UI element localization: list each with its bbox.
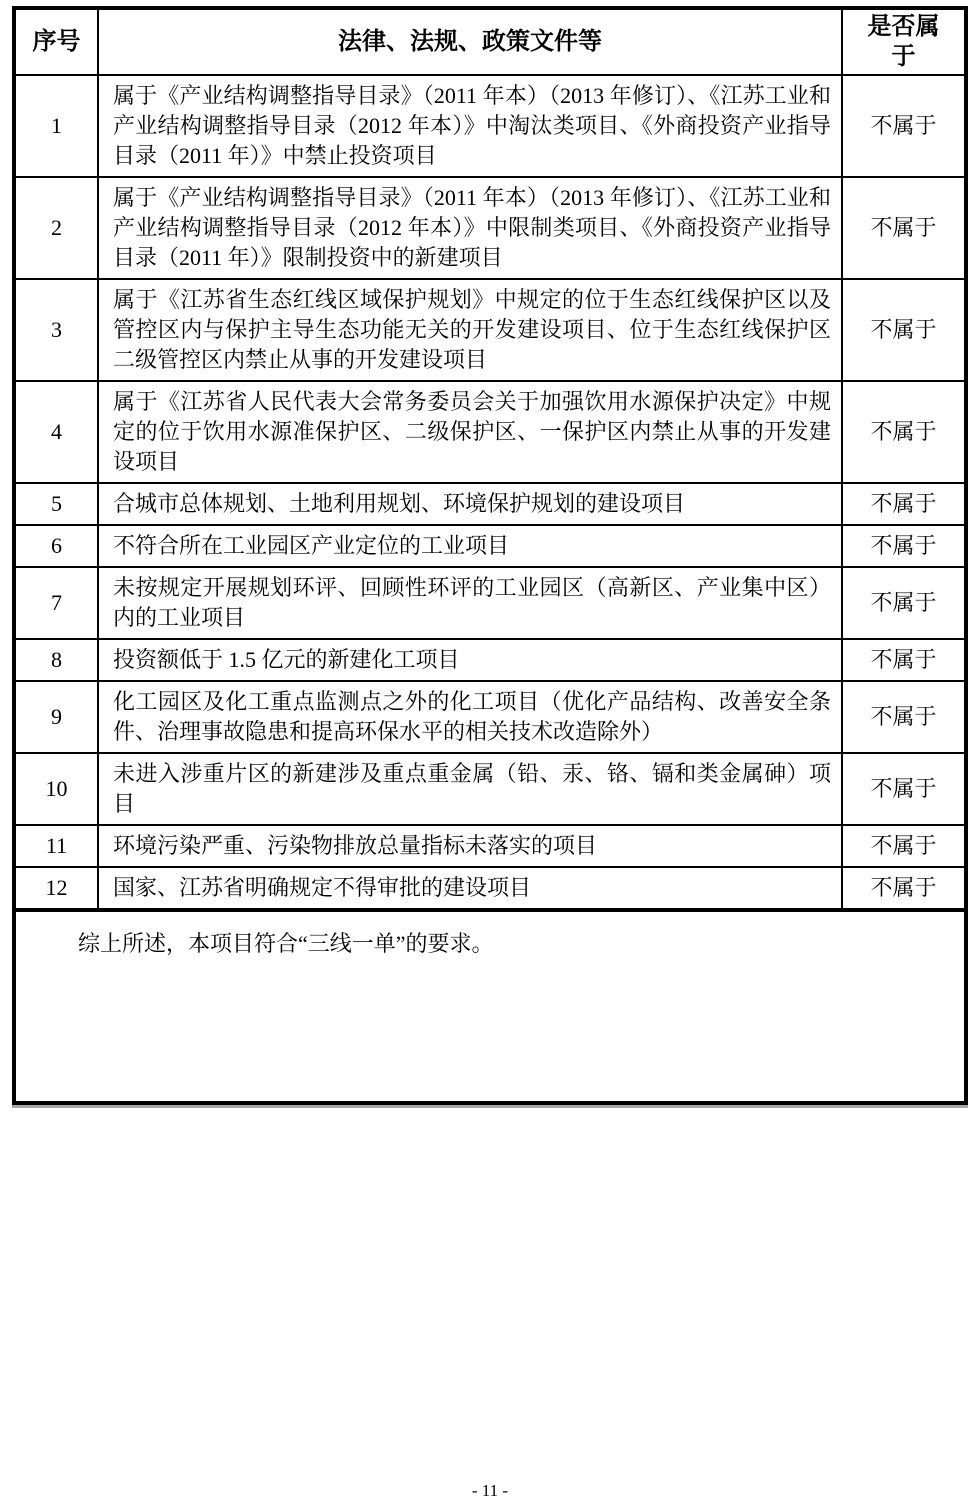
row-serial-number: 8: [16, 639, 98, 681]
row-serial-number: 10: [16, 753, 98, 825]
table-row: [16, 75, 964, 177]
row-belongs-value: 不属于: [842, 867, 964, 910]
table-row: [16, 567, 964, 639]
row-serial-number: 12: [16, 867, 98, 910]
row-law-text: 合城市总体规划、土地利用规划、环境保护规划的建设项目: [98, 483, 842, 525]
row-belongs-value: 不属于: [842, 567, 964, 639]
table-row: [16, 177, 964, 279]
row-belongs-value: 不属于: [842, 177, 964, 279]
compliance-table: [16, 10, 964, 912]
row-belongs-value: 不属于: [842, 525, 964, 567]
summary-paragraph: 综上所述，本项目符合“三线一单”的要求。: [78, 931, 494, 956]
table-row: [16, 483, 964, 525]
row-law-text: 属于《产业结构调整指导目录》（2011 年本）（2013 年修订）、《江苏工业和产业结构调整指导目录（2012 年本）》中淘汰类项目、《外商投资产业指导目录（2011 年）》中禁止投资项目: [98, 75, 842, 177]
table-row: [16, 279, 964, 381]
row-law-text: 化工园区及化工重点监测点之外的化工项目（优化产品结构、改善安全条件、治理事故隐患和提高环保水平的相关技术改造除外）: [98, 681, 842, 753]
row-serial-number: 5: [16, 483, 98, 525]
row-law-text: 国家、江苏省明确规定不得审批的建设项目: [98, 867, 842, 910]
row-serial-number: 1: [16, 75, 98, 177]
row-law-text: 未按规定开展规划环评、回顾性环评的工业园区（高新区、产业集中区）内的工业项目: [98, 567, 842, 639]
table-row: [16, 825, 964, 867]
row-serial-number: 6: [16, 525, 98, 567]
row-belongs-value: 不属于: [842, 825, 964, 867]
row-law-text: 不符合所在工业园区产业定位的工业项目: [98, 525, 842, 567]
row-law-text: 属于《江苏省人民代表大会常务委员会关于加强饮用水源保护决定》中规定的位于饮用水源准保护区、二级保护区、一保护区内禁止从事的开发建设项目: [98, 381, 842, 483]
row-belongs-value: 不属于: [842, 483, 964, 525]
table-row: [16, 681, 964, 753]
header-laws-regulations: 法律、法规、政策文件等: [98, 10, 842, 75]
table-row: [16, 381, 964, 483]
row-law-text: 属于《产业结构调整指导目录》（2011 年本）（2013 年修订）、《江苏工业和产业结构调整指导目录（2012 年本）》中限制类项目、《外商投资产业指导目录（2011 年）》限制投资中的新建项目: [98, 177, 842, 279]
row-serial-number: 2: [16, 177, 98, 279]
table-row: [16, 525, 964, 567]
table-row: [16, 639, 964, 681]
table-body: [16, 75, 964, 910]
page-number: - 11 -: [471, 1481, 509, 1500]
row-belongs-value: 不属于: [842, 753, 964, 825]
header-row: [16, 10, 964, 75]
table-container: [12, 6, 968, 1105]
table-row: [16, 753, 964, 825]
row-belongs-value: 不属于: [842, 639, 964, 681]
row-belongs-value: 不属于: [842, 75, 964, 177]
row-serial-number: 9: [16, 681, 98, 753]
row-law-text: 环境污染严重、污染物排放总量指标未落实的项目: [98, 825, 842, 867]
header-serial-number: 序号: [16, 10, 98, 75]
row-belongs-value: 不属于: [842, 381, 964, 483]
row-belongs-value: 不属于: [842, 279, 964, 381]
row-serial-number: 4: [16, 381, 98, 483]
row-law-text: 属于《江苏省生态红线区域保护规划》中规定的位于生态红线保护区以及管控区内与保护主导生态功能无关的开发建设项目、位于生态红线保护区二级管控区内禁止从事的开发建设项目: [98, 279, 842, 381]
row-law-text: 未进入涉重片区的新建涉及重点重金属（铅、汞、铬、镉和类金属砷）项目: [98, 753, 842, 825]
row-serial-number: 11: [16, 825, 98, 867]
row-belongs-value: 不属于: [842, 681, 964, 753]
row-serial-number: 7: [16, 567, 98, 639]
row-law-text: 投资额低于 1.5 亿元的新建化工项目: [98, 639, 842, 681]
header-belongs: 是否属于: [842, 10, 964, 75]
table-row: [16, 867, 964, 910]
row-serial-number: 3: [16, 279, 98, 381]
